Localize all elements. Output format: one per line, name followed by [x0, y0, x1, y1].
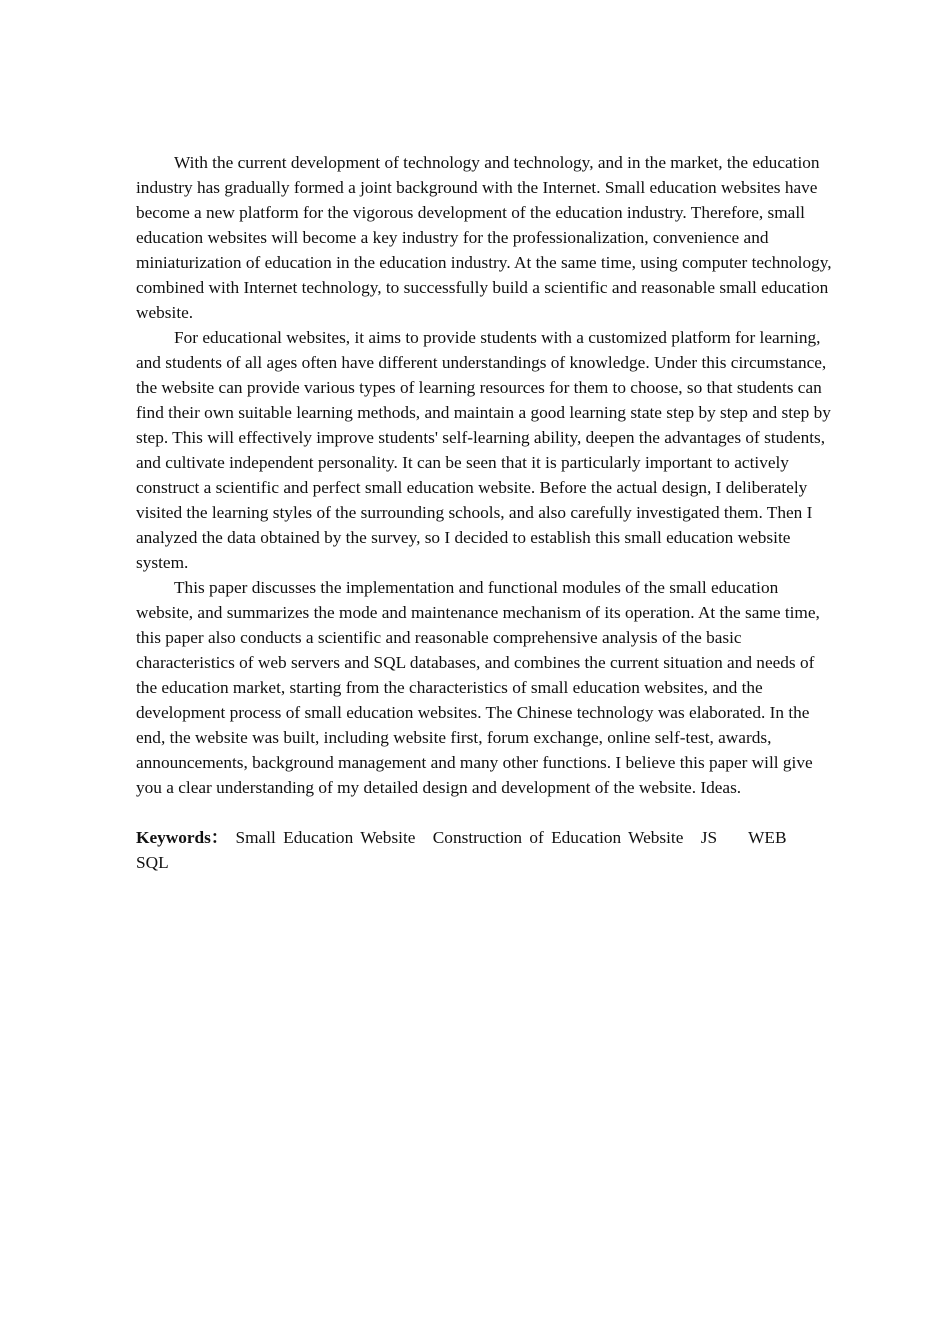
keyword-item: SQL [136, 853, 169, 872]
abstract-paragraph-2: For educational websites, it aims to provide students with a customized platform for learning, and students of all ages often have different understandings of knowledge. Under this circumstance, the website can provide various types of learning resources for them to choose, so that students can find their own suitable learning methods, and maintain a good learning state step by step and step by step. This will effectively improve students' self-learning ability, deepen the advantages of students, and cultivate independent personality. It can be seen that it is particularly important to actively construct a scientific and perfect small education website. Before the actual design, I deliberately visited the learning styles of the surrounding schools, and also carefully investigated them. Then I analyzed the data obtained by the survey, so I decided to establish this small education website system. [136, 328, 831, 572]
abstract-paragraph-3: This paper discusses the implementation and functional modules of the small education website, and summarizes the mode and maintenance mechanism of its operation. At the same time, this paper also conducts a scientific and reasonable comprehensive analysis of the basic characteristics of web servers and SQL databases, and combines the current situation and needs of the education market, starting from the characteristics of small education websites, and the development process of small education websites. The Chinese technology was elaborated. In the end, the website was built, including website first, forum exchange, online self-test, awards, announcements, background management and many other functions. I believe this paper will give you a clear understanding of my detailed design and development of the website. Ideas. [136, 578, 820, 797]
keyword-item: WEB [748, 828, 787, 847]
keyword-item: Small Education Website [235, 828, 416, 847]
keyword-item: JS [700, 828, 718, 847]
keywords-label: Keywords： [136, 828, 229, 847]
abstract-body [136, 150, 836, 875]
keyword-item: Construction of Education Website [432, 828, 684, 847]
abstract-paragraph-1: With the current development of technology and technology, and in the market, the education industry has gradually formed a joint background with the Internet. Small education websites have become a new platform for the vigorous development of the education industry. Therefore, small education websites will become a key industry for the professionalization, convenience and miniaturization of education in the education industry. At the same time, using computer technology, combined with Internet technology, to successfully build a scientific and reasonable small education website. [136, 153, 832, 322]
keywords-line [136, 825, 836, 875]
